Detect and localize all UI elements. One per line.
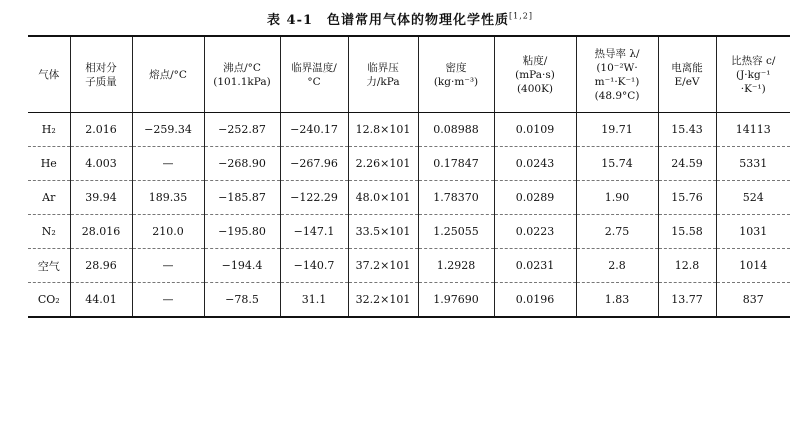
column-header (418, 36, 494, 113)
column-header-line: (48.9°C) (594, 89, 640, 102)
table-title: 色谱常用气体的物理化学性质 (327, 13, 510, 28)
column-header-line: 子质量 (85, 75, 117, 88)
column-header-line: m⁻¹·K⁻¹) (594, 75, 640, 88)
column-header-line: 相对分 (85, 61, 117, 74)
table-cell: 5331 (716, 147, 790, 181)
table-cell: 1.83 (576, 283, 658, 318)
table-cell: −122.29 (280, 181, 348, 215)
table-row (28, 215, 790, 249)
table-cell: −195.80 (204, 215, 280, 249)
table-cell: 1.78370 (418, 181, 494, 215)
column-header (28, 36, 70, 113)
column-header (716, 36, 790, 113)
table-cell: 210.0 (132, 215, 204, 249)
column-header-line: 电离能 (671, 61, 703, 74)
table-cell: — (132, 249, 204, 283)
table-reference: [1,2] (509, 11, 533, 21)
table-cell: −252.87 (204, 113, 280, 147)
gas-name-cell: H₂ (28, 113, 70, 147)
table-cell: 14113 (716, 113, 790, 147)
table-cell: −240.17 (280, 113, 348, 147)
table-cell: 12.8 (658, 249, 716, 283)
gas-name-cell: CO₂ (37, 293, 60, 306)
column-header (70, 36, 132, 113)
table-cell: 48.0×101 (348, 181, 418, 215)
table-row (28, 283, 790, 318)
table-cell: 1.2928 (418, 249, 494, 283)
column-header (494, 36, 576, 113)
table-row (28, 113, 790, 147)
column-header-line: 临界压 (367, 61, 399, 74)
table-cell: 1031 (716, 215, 790, 249)
table-cell: 1.25055 (418, 215, 494, 249)
table-cell: 0.17847 (418, 147, 494, 181)
table-cell: 28.016 (70, 215, 132, 249)
column-header (576, 36, 658, 113)
column-header-line: 密度 (445, 61, 467, 74)
column-header-line: 沸点/°C (223, 61, 261, 74)
table-cell: 1014 (716, 249, 790, 283)
column-header-line: 粘度/ (522, 54, 548, 67)
table-cell: −267.96 (280, 147, 348, 181)
table-cell: 15.43 (658, 113, 716, 147)
gas-name-cell: 空气 (28, 249, 70, 283)
table-cell: 24.59 (658, 147, 716, 181)
table-number: 表 4-1 (267, 13, 314, 28)
table-cell: 0.0196 (494, 283, 576, 318)
column-header-line: 熔点/°C (149, 68, 187, 81)
table-cell: 0.0109 (494, 113, 576, 147)
table-cell: 39.94 (70, 181, 132, 215)
table-cell: 0.08988 (418, 113, 494, 147)
table-cell: −147.1 (280, 215, 348, 249)
table-cell: 0.0243 (494, 147, 576, 181)
table-row (28, 147, 790, 181)
table-cell: −78.5 (204, 283, 280, 318)
column-header (658, 36, 716, 113)
table-cell: 15.74 (576, 147, 658, 181)
column-header-line: (101.1kPa) (213, 75, 271, 88)
table-cell: 32.2×101 (348, 283, 418, 318)
table-cell: −259.34 (132, 113, 204, 147)
table-body (28, 113, 790, 318)
table-cell: 15.58 (658, 215, 716, 249)
table-row (28, 249, 790, 283)
column-header-line: 比热容 c/ (731, 54, 776, 67)
column-header-line: 临界温度/ (291, 61, 337, 74)
column-header (204, 36, 280, 113)
column-header-line: 力/kPa (366, 75, 400, 88)
table-cell: 524 (716, 181, 790, 215)
table-cell: 19.71 (576, 113, 658, 147)
column-header-line: ·K⁻¹) (740, 82, 766, 95)
table-cell: 33.5×101 (348, 215, 418, 249)
column-header (132, 36, 204, 113)
table-cell: 12.8×101 (348, 113, 418, 147)
table-cell: 15.76 (658, 181, 716, 215)
column-header-line: (mPa·s) (515, 68, 555, 81)
column-header-line: 热导率 λ/ (594, 47, 640, 60)
table-cell: 189.35 (132, 181, 204, 215)
table-cell: — (132, 283, 204, 318)
table-cell: 4.003 (70, 147, 132, 181)
table-cell: — (132, 147, 204, 181)
table-cell: 1.90 (576, 181, 658, 215)
table-cell: 31.1 (280, 283, 348, 318)
table-cell: 13.77 (658, 283, 716, 318)
table-cell: 2.016 (70, 113, 132, 147)
table-cell: 1.97690 (418, 283, 494, 318)
table-cell: 837 (716, 283, 790, 318)
gas-name-cell: He (28, 147, 70, 181)
column-header-line: 气体 (38, 68, 60, 81)
table-cell: 28.96 (70, 249, 132, 283)
table-cell: 0.0289 (494, 181, 576, 215)
column-header (348, 36, 418, 113)
gas-properties-table (28, 35, 790, 318)
table-cell: 0.0231 (494, 249, 576, 283)
table-cell: −140.7 (280, 249, 348, 283)
column-header-line: (400K) (516, 82, 554, 95)
column-header-line: °C (307, 75, 321, 88)
column-header-line: (J·kg⁻¹ (736, 68, 771, 81)
column-header-line: (kg·m⁻³) (433, 75, 479, 88)
table-cell: −185.87 (204, 181, 280, 215)
table-cell: 2.8 (576, 249, 658, 283)
table-cell: −194.4 (204, 249, 280, 283)
table-cell: 44.01 (70, 283, 132, 318)
column-header-line: (10⁻²W· (596, 61, 638, 74)
table-cell: 2.75 (576, 215, 658, 249)
table-cell: 0.0223 (494, 215, 576, 249)
table-cell: −268.90 (204, 147, 280, 181)
table-cell: 37.2×101 (348, 249, 418, 283)
header-row (28, 36, 790, 113)
gas-name-cell: N₂ (28, 215, 70, 249)
table-row (28, 181, 790, 215)
table-cell: 2.26×101 (348, 147, 418, 181)
column-header-line: E/eV (674, 75, 700, 88)
table-caption (0, 9, 800, 28)
gas-name-cell: Ar (28, 181, 70, 215)
column-header (280, 36, 348, 113)
